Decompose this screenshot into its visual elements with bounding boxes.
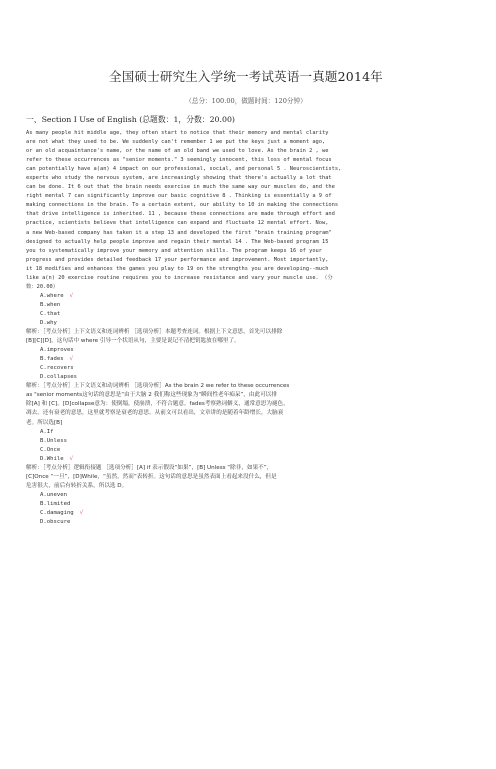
option-item [40,455,466,464]
analysis-line: [B][C][D]，这句话中 where 引导一个状语从句，主要是说记不清把钥匙放在哪里了。 [26,338,240,345]
option-text: B.when [40,301,61,308]
analysis-line: 解析：［考点分析］上下文语义和连词辨析 ［选项分析］本题考查连词。根据上下文意思，首先可以排除 [26,329,283,336]
option-item [40,364,466,373]
option-item [40,292,466,301]
passage-line: right mental 7 can significantly improve our basic cognitive 8 . Thinking is essentially a 9 of [26,193,332,200]
passage-line: like a(n) 20 exercise routine requires you to increase resistance and vary your muscle use. （分 [26,274,333,281]
exam-meta: （总分：100.00，做题时间：120分钟） [185,97,307,105]
answer-analysis [26,464,466,491]
option-item [40,355,466,364]
option-text: A.uneven [40,491,67,498]
passage-line: are not what they used to be. We suddenly can't remember 1 we put the keys just a moment ago, [26,139,326,146]
option-item [40,491,466,500]
question-options [26,292,466,328]
question-options [26,491,466,527]
question-options [26,428,466,464]
correct-check-icon: √ [79,509,84,516]
analysis-line: 危害很大，前后有转折关系，所以选 D。 [26,482,128,489]
section-heading: 一、Section Ⅰ Use of English (总题数：1，分数：20.00) [26,115,235,124]
option-text: D.collapses [40,374,78,381]
option-item [40,301,466,310]
option-text: C.damaging [40,509,74,516]
option-item [40,373,466,382]
analysis-line: as "senior moments这句话的意思是“由于大脑 2 我们称这些现象为“瞬间性老年痴呆”，由此可以排 [26,392,277,399]
option-item [40,446,466,455]
passage-line: you to systematically improve your memory and attention skills. The program keeps 16 of your [26,247,322,254]
option-text: A.where [40,292,64,299]
option-item [40,500,466,509]
option-item [40,319,466,328]
passage-line: refer to these occurrences as "senior moments." 3 seemingly innocent, this loss of mental focus [26,157,332,164]
option-text: C.that [40,310,61,317]
option-item [40,437,466,446]
question-options [26,346,466,382]
option-text: A.improves [40,347,74,354]
option-item [40,346,466,355]
option-item [40,518,466,527]
passage-line: As many people hit middle age, they often start to notice that their memory and mental clarity [26,130,329,136]
document-page [0,67,496,769]
analysis-line: 解析：［考点分析］逻辑衔接题 ［选项分析］[A] if 表示假设“如果”，[B] Unless “除非，如果不”， [26,464,273,471]
option-text: C.recovers [40,365,74,372]
passage-line: progress and provides detailed feedback 17 your performance and improvement. Most importantly, [26,256,329,263]
analysis-line: 凋去。还有衰老的意思，这里就考察是衰老的意思。从前文可以看出，文章讲的是随着年龄增长，大脑衰 [26,410,284,417]
passage-line: 数：20.00） [26,283,59,290]
option-text: B.fades [40,356,64,363]
answer-analysis [26,382,466,427]
passage-line: or an old acquaintance's name, or the name of an old band we used to love. As the brain 2 , we [26,148,329,155]
passage-line: making connections in the brain. To a certain extent, our ability to 10 in making the connections [26,202,339,209]
question-list [26,292,466,527]
passage-line: can be done. It 6 out that the brain needs exercise in much the same way our muscles do, and the [26,184,335,191]
option-item [40,428,466,437]
passage-line: can potentially have a(an) 4 impact on our professional, social, and personal 5 . Neuroscientists, [26,166,342,173]
cloze-passage [26,129,466,292]
option-item [40,509,466,518]
passage-line: designed to actually help people improve and regain their mental 14 . The Web-based program 15 [26,238,329,245]
option-item [40,310,466,319]
option-text: D.While [40,455,64,462]
option-text: D.why [40,319,57,326]
analysis-line: [C]Once “一旦”，[D]While，“虽然，然而”表转折。这句话的意思是虽然表面上看起来没什么，但是 [26,473,277,480]
option-text: A.If [40,428,54,435]
passage-line: a new Web-based company has taken it a step 13 and developed the first "brain training program" [26,229,332,236]
passage-line: that drive intelligence is inherited. 11 , because these connections are made through effort and [26,211,335,218]
option-text: B.Unless [40,437,67,444]
option-text: C.Once [40,446,61,453]
passage-line: practice, scientists believe that intelligence can expand and fluctuate 12 mental effort. Now, [26,220,329,227]
option-text: D.obscure [40,519,71,526]
correct-check-icon: √ [69,455,74,462]
correct-check-icon: √ [69,292,74,299]
answer-analysis [26,328,466,346]
correct-check-icon: √ [69,356,74,363]
analysis-line: 除[A] 和 [C]。[D]collapse意为：使倒塌，使崩溃，不符合题意。fades考察熟词僻义，通常意思为褪色， [26,401,289,408]
option-text: B.limited [40,500,71,507]
document-title: 全国硕士研究生入学统一考试英语一真题2014年 [109,69,383,84]
passage-line: it 18 modifies and enhances the games you play to 19 on the strengths you are developing--much [26,265,329,272]
analysis-line: 老。所以选[B] [26,419,63,426]
passage-line: experts who study the nervous system, are increasingly showing that there's actually a lot that [26,175,332,182]
analysis-line: 解析：［考点分析］上下文语义和动词辨析 ［选项分析］As the brain 2 we refer to these occurrences [26,383,290,390]
